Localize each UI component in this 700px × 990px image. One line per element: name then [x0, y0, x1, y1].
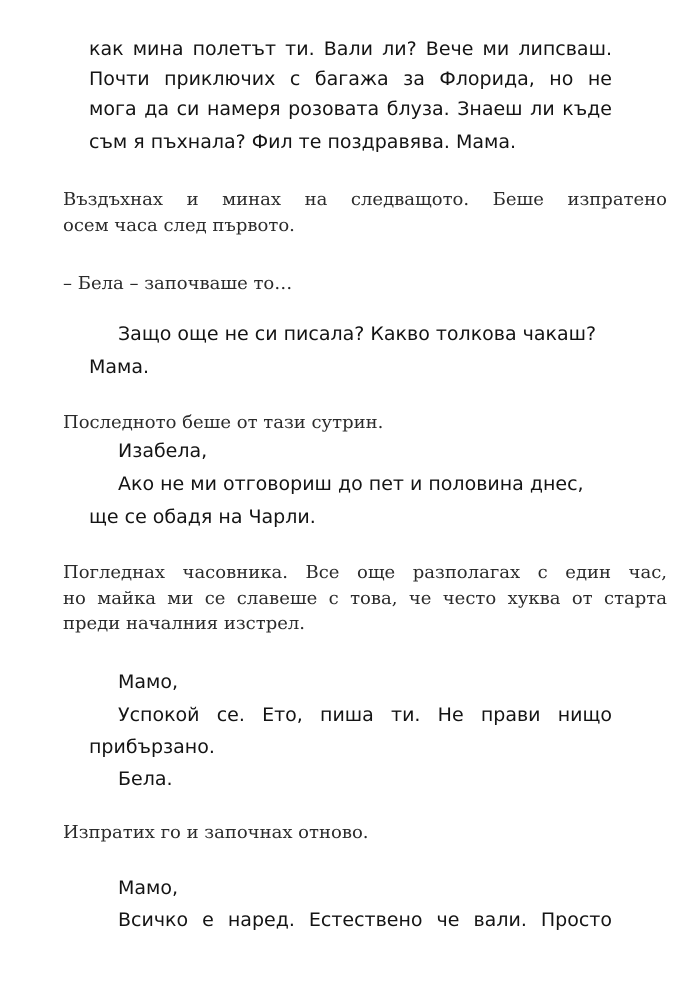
narrative-line: но майка ми се славеше с това, че често хуква от старта [63, 588, 667, 609]
narrative-line: осем часа след първото. [63, 215, 295, 236]
letter-line: Мамо, [118, 671, 179, 693]
letter-line: Успокой се. Ето, пиша ти. Не прави нищо [118, 704, 612, 726]
letter-line: ще се обадя на Чарли. [89, 506, 316, 528]
letter-line: как мина полетът ти. Вали ли? Вече ми липсваш. [89, 38, 612, 60]
letter-line: Защо още не си писала? Какво толкова чакаш? [118, 323, 597, 345]
narrative-line: Погледнах часовника. Все още разполагах с един час, [63, 562, 667, 583]
letter-line: Мамо, [118, 877, 179, 899]
letter-line: прибързано. [89, 736, 215, 758]
letter-line: Почти приключих с багажа за Флорида, но не [89, 68, 612, 90]
letter-line: Бела. [118, 768, 173, 790]
narrative-line: Въздъхнах и минах на следващото. Беше изпратено [63, 189, 667, 210]
narrative-line: Последното беше от тази сутрин. [63, 412, 384, 433]
letter-line: Изабела, [118, 440, 208, 462]
narrative-line: Изпратих го и започнах отново. [63, 822, 369, 843]
letter-line: Всичко е наред. Естествено че вали. Просто [118, 909, 612, 931]
narrative-line: – Бела – започваше то… [63, 273, 293, 294]
letter-line: мога да си намеря розовата блуза. Знаеш ли къде [89, 98, 612, 120]
letter-line: съм я пъхнала? Фил те поздравява. Мама. [89, 131, 517, 153]
letter-line: Мама. [89, 356, 150, 378]
letter-line: Ако не ми отговориш до пет и половина днес, [118, 473, 584, 495]
narrative-line: преди началния изстрел. [63, 613, 306, 634]
